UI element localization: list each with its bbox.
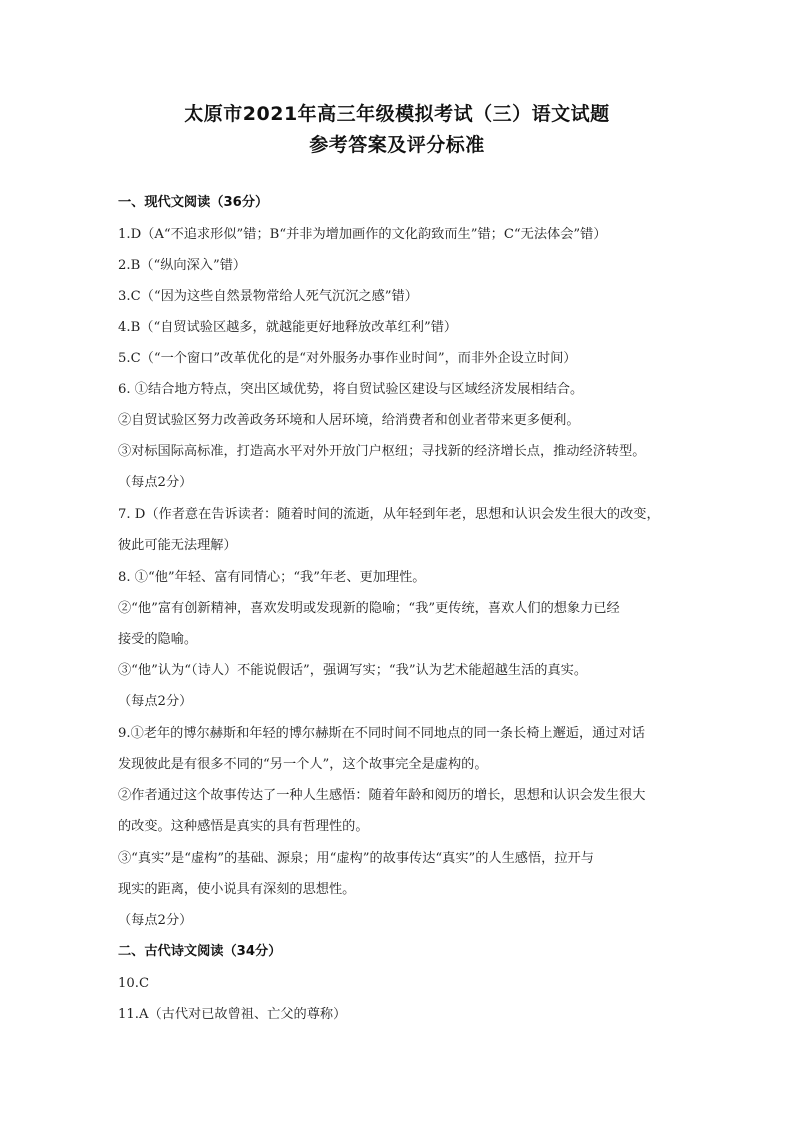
answer-line: 彼此可能无法理解） — [118, 538, 237, 553]
answer-line: 现实的距离，使小说具有深刻的思想性。 — [118, 882, 356, 897]
answer-line: 10.C — [118, 976, 150, 991]
answer-line: 4.B（“自贸试验区越多，就越能更好地释放改革红利”错） — [118, 320, 458, 335]
answer-line: 的改变。这种感悟是真实的具有哲理性的。 — [118, 819, 369, 834]
answer-line: 3.C（“因为这些自然景物常给人死气沉沉之感”错） — [118, 289, 418, 304]
answer-line: ②作者通过这个故事传达了一种人生感悟：随着年龄和阅历的增长，思想和认识会发生很大 — [118, 788, 646, 803]
answer-line: ③“真实”是“虚构”的基础、源泉；用“虚构”的故事传达“真实”的人生感悟，拉开与 — [118, 851, 594, 866]
answer-line: 5.C（“一个窗口”改革优化的是“对外服务办事作业时间”，而非外企设立时间） — [118, 351, 577, 366]
answer-line: 11.A（古代对已故曾祖、亡父的尊称） — [118, 1007, 347, 1022]
answer-line: 7. D（作者意在告诉读者：随着时间的流逝，从年轻到年老，思想和认识会发生很大的改变， — [118, 507, 660, 522]
answer-line: 9.①老年的博尔赫斯和年轻的博尔赫斯在不同时间不同地点的同一条长椅上邂逅，通过对话 — [118, 726, 645, 741]
answer-line: ③“他”认为“（诗人）不能说假话”，强调写实；“我”认为艺术能超越生活的真实。 — [118, 663, 588, 678]
section-heading: 一、现代文阅读（36分） — [118, 195, 269, 210]
answer-line: ②“他”富有创新精神，喜欢发明或发现新的隐喻；“我”更传统，喜欢人们的想象力已经 — [118, 601, 620, 616]
score-note: （每点2分） — [118, 475, 193, 490]
answer-line: 接受的隐喻。 — [118, 632, 198, 647]
answer-line: ③对标国际高标准，打造高水平对外开放门户枢纽；寻找新的经济增长点，推动经济转型。 — [118, 444, 646, 459]
section-heading: 二、古代诗文阅读（34分） — [118, 944, 282, 959]
document-title: 太原市2021年高三年级模拟考试（三）语文试题 — [184, 103, 610, 125]
answer-line: 1.D（A“不追求形似”错；B“并非为增加画作的文化韵致而生”错；C“无法体会”错） — [118, 227, 607, 242]
document-subtitle: 参考答案及评分标准 — [309, 134, 485, 156]
answer-line: 8. ①“他”年轻、富有同情心；“我”年老、更加理性。 — [118, 570, 426, 585]
answer-line: 发现彼此是有很多不同的“另一个人”，这个故事完全是虚构的。 — [118, 757, 488, 772]
score-note: （每点2分） — [118, 913, 193, 928]
answer-line: 2.B（“纵向深入”错） — [118, 258, 247, 273]
score-note: （每点2分） — [118, 694, 193, 709]
answer-line: ②自贸试验区努力改善政务环境和人居环境，给消费者和创业者带来更多便利。 — [118, 413, 580, 428]
answer-line: 6. ①结合地方特点，突出区域优势，将自贸试验区建设与区域经济发展相结合。 — [118, 382, 584, 397]
